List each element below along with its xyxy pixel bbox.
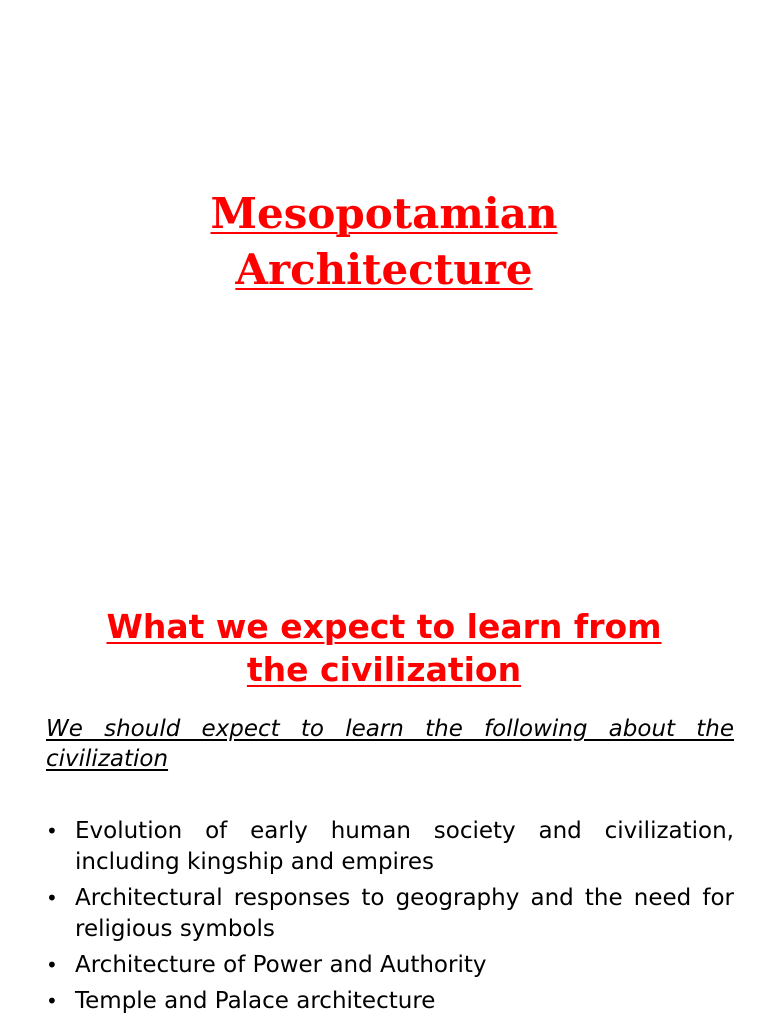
bullet-list bbox=[46, 816, 734, 1022]
slide-title-line-1: Mesopotamian bbox=[210, 189, 558, 238]
section-heading-line-2: the civilization bbox=[246, 650, 522, 689]
bullet-icon: • bbox=[46, 989, 58, 1013]
bullet-item bbox=[46, 816, 734, 878]
bullet-item bbox=[46, 986, 734, 1017]
slide-title-line-2: Architecture bbox=[235, 245, 533, 294]
intro-text: We should expect to learn the following about the civilization bbox=[46, 716, 734, 772]
bullet-text: Architectural responses to geography and the need for religious symbols bbox=[75, 885, 734, 942]
bullet-text: Architecture of Power and Authority bbox=[75, 952, 487, 978]
content-slide bbox=[0, 576, 768, 1024]
bullet-item bbox=[46, 950, 734, 981]
slide-title bbox=[0, 186, 768, 298]
bullet-icon: • bbox=[46, 819, 58, 843]
section-heading-line-1: What we expect to learn from bbox=[106, 607, 662, 646]
bullet-icon: • bbox=[46, 953, 58, 977]
section-heading bbox=[0, 605, 768, 691]
bullet-item bbox=[46, 883, 734, 945]
bullet-icon: • bbox=[46, 886, 58, 910]
bullet-text: Temple and Palace architecture bbox=[75, 988, 436, 1014]
bullet-text: Evolution of early human society and civilization, including kingship and empires bbox=[75, 818, 734, 875]
